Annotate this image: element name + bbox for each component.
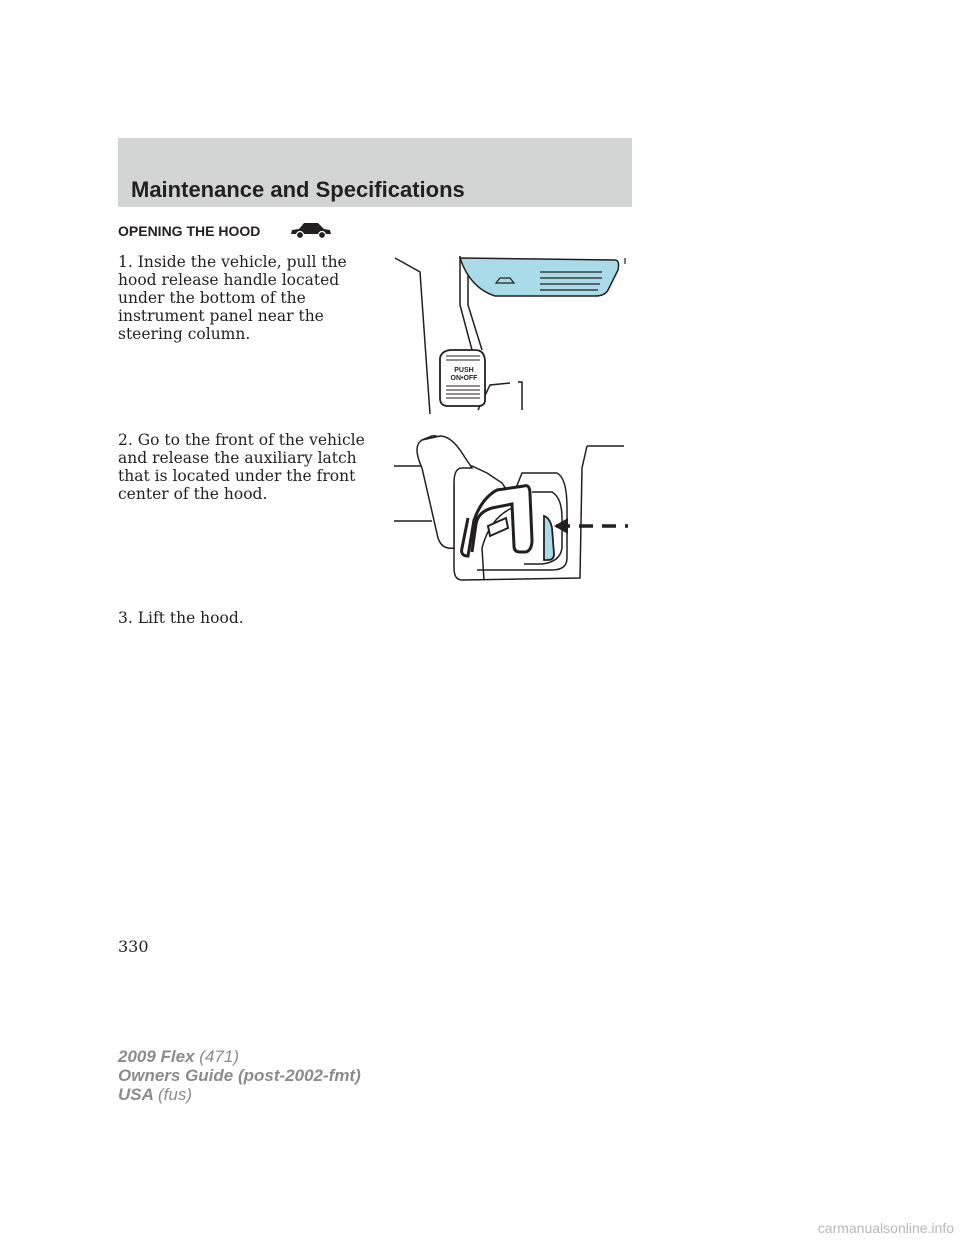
car-icon xyxy=(289,220,333,240)
footer-market: USA xyxy=(118,1085,154,1104)
footer-line-2 xyxy=(118,1066,361,1085)
pedal-label-onoff: ON•OFF xyxy=(450,375,478,382)
pedal-label-push: PUSH xyxy=(454,367,474,374)
footer-model-code: (471) xyxy=(199,1047,239,1066)
step-3-text: 3. Lift the hood. xyxy=(118,609,244,627)
section-heading: OPENING THE HOOD xyxy=(118,223,261,239)
footer-market-code: (fus) xyxy=(158,1085,192,1104)
page-title: Maintenance and Specifications xyxy=(131,177,465,202)
page-number: 330 xyxy=(118,937,149,956)
hood-release-figure xyxy=(390,250,630,415)
watermark: carmanualsonline.info xyxy=(817,1220,954,1236)
footer-model: 2009 Flex xyxy=(118,1047,195,1066)
footer-guide: Owners Guide (post-2002-fmt) xyxy=(118,1066,361,1085)
step-1-text: 1. Inside the vehicle, pull the hood release handle located under the bottom of the instrument panel near the steering column. xyxy=(118,253,347,343)
step-2-text: 2. Go to the front of the vehicle and release the auxiliary latch that is located under the front center of the hood. xyxy=(118,431,365,503)
footer xyxy=(118,1047,361,1104)
footer-line-3 xyxy=(118,1085,361,1104)
header-band xyxy=(118,138,632,207)
footer-line-1 xyxy=(118,1047,361,1066)
auxiliary-latch-figure xyxy=(392,428,632,588)
